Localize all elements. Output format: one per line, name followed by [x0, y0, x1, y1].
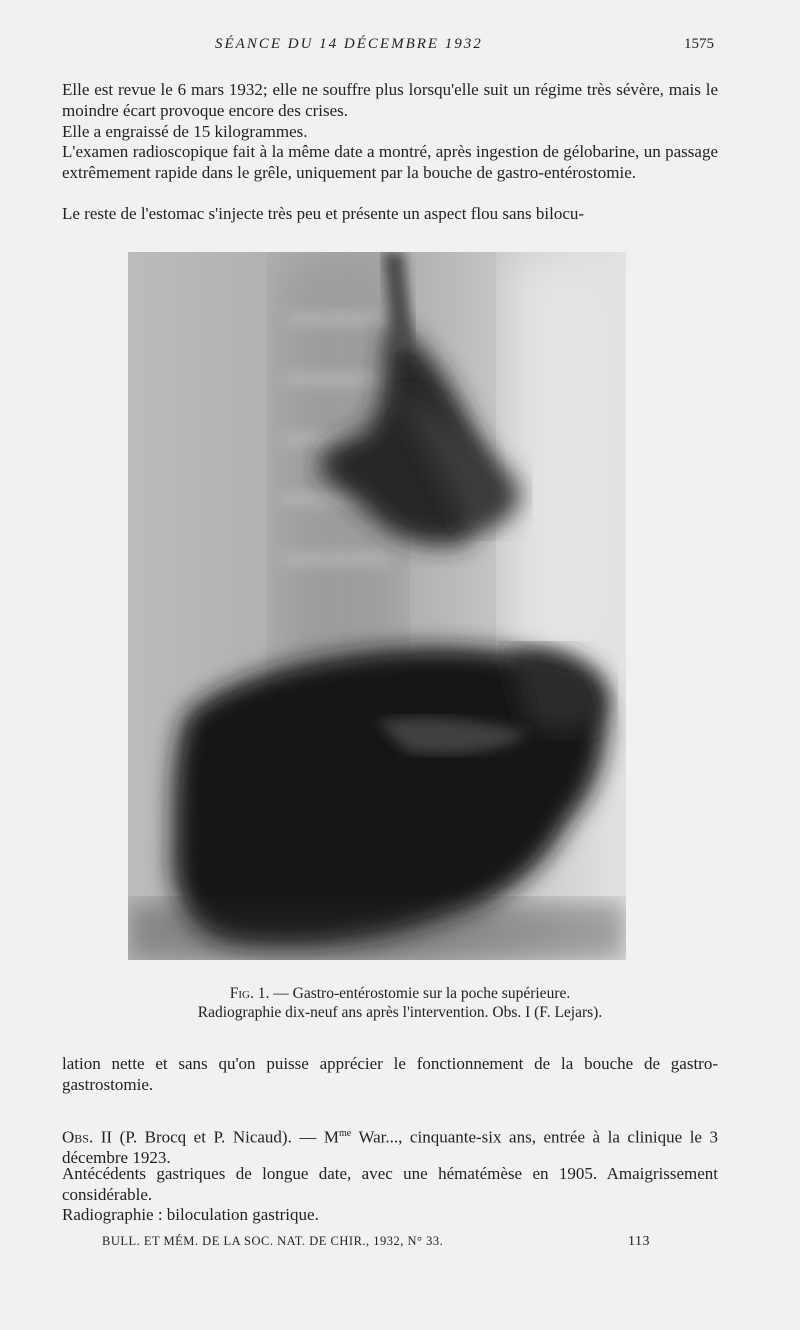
observation-2-paragraph — [62, 1124, 718, 1169]
caption-text-1: — Gastro-entérostomie sur la poche supérieure. — [269, 985, 571, 1002]
paragraph-antecedents: Antécédents gastriques de longue date, avec une hématémèse en 1905. Amaigrissement considérable. — [62, 1164, 718, 1204]
paragraph-continuation: lation nette et sans qu'on puisse apprécier le fonctionnement de la bouche de gastro-gastrostomie. — [62, 1054, 718, 1094]
signature-number: 113 — [628, 1234, 650, 1249]
obs-superscript: me — [339, 1128, 352, 1139]
radiograph-figure — [128, 252, 626, 960]
journal-citation: BULL. ET MÉM. DE LA SOC. NAT. DE CHIR., 1932, N° 33. — [102, 1234, 444, 1248]
running-title: SÉANCE DU 14 DÉCEMBRE 1932 — [215, 36, 483, 52]
obs-label: Obs. — [62, 1127, 94, 1147]
figure-caption — [60, 984, 740, 1022]
caption-line-1 — [60, 984, 740, 1003]
radiograph-image — [128, 252, 626, 960]
caption-line-2: Radiographie dix-neuf ans après l'intervention. Obs. I (F. Lejars). — [197, 1004, 603, 1021]
paragraph-radiographie: Radiographie : biloculation gastrique. — [62, 1205, 319, 1224]
paragraph-4: Le reste de l'estomac s'injecte très peu et présente un aspect flou sans bilocu- — [62, 204, 585, 223]
obs-text-b: War..., cinquante-six ans, entrée à la clinique le 3 décembre 1923. — [62, 1127, 718, 1168]
page-footer — [102, 1234, 662, 1254]
paragraph-2: Elle a engraissé de 15 kilogrammes. — [62, 122, 308, 141]
page-number: 1575 — [684, 36, 714, 52]
running-header — [0, 36, 800, 58]
paragraph-3: L'examen radioscopique fait à la même date a montré, après ingestion de gélobarine, un passage extrêmement rapide dans le grêle, uniquement par la bouche de gastro-entérostomie. — [62, 142, 718, 182]
figure-label: Fig. 1. — [229, 985, 270, 1002]
paragraph-1: Elle est revue le 6 mars 1932; elle ne souffre plus lorsqu'elle suit un régime très sévère, mais le moindre écart provoque encore des crises. — [62, 80, 718, 120]
obs-text-a: II (P. Brocq et P. Nicaud). — M — [93, 1127, 340, 1147]
